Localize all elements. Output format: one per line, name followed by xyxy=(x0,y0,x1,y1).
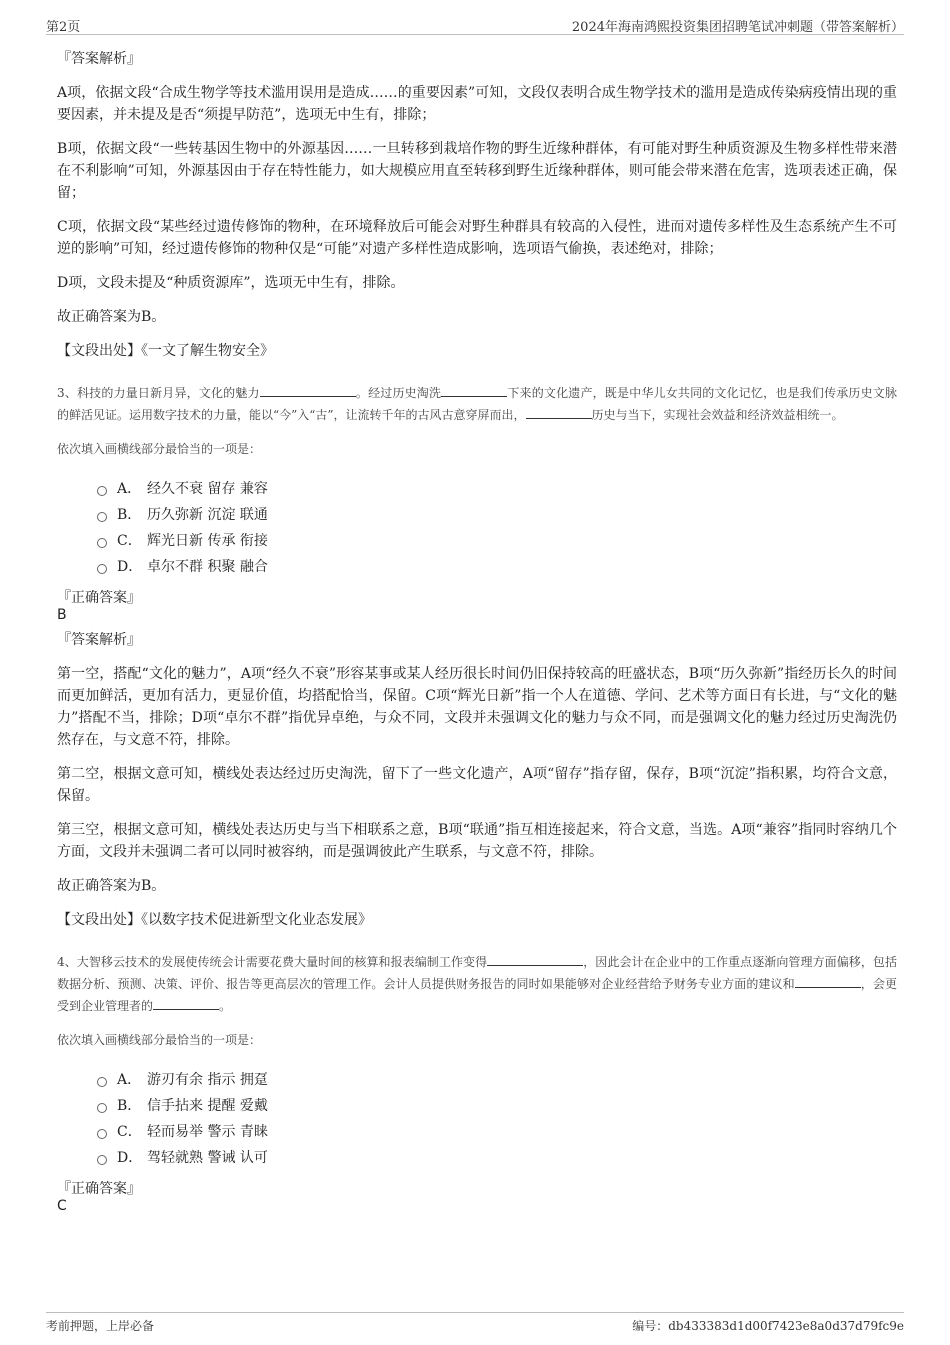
radio-icon[interactable] xyxy=(97,538,107,548)
q4-answer-title: 『正确答案』 xyxy=(57,1181,141,1197)
q4-prompt: 依次填入画横线部分最恰当的一项是： xyxy=(57,1033,262,1047)
q2-analysis-title: 『答案解析』 xyxy=(57,51,141,67)
document-body xyxy=(57,44,897,1220)
radio-icon[interactable] xyxy=(97,1155,107,1165)
q3-analysis-para: 第一空，搭配“文化的魅力”，A项“经久不衰”形容某事或某人经历很长时间仍旧保持较高的旺盛状态，B项“历久弥新”指经历长久的时间而更加鲜活，更加有活力，更显价值，均搭配恰当，保留。C项“辉光日新”指一个人在道德、学问、艺术等方面日有长进，与“文化的魅力”搭配不当，排除；D项“卓尔不群”指优异卓绝，与众不同，文段并未强调文化的魅力与众不同，而是强调文化的魅力经过历史淘洗仍然存在，与文意不符，排除。 xyxy=(57,666,897,748)
q2-source: 【文段出处】《一文了解生物安全》 xyxy=(57,343,274,359)
q4-answer: C xyxy=(57,1198,67,1214)
q2-analysis-para: C项，依据文段“某些经过遗传修饰的物种，在环境释放后可能会对野生种群具有较高的入侵性，进而对遗传多样性及生态系统产生不可逆的影响”可知，经过遗传修饰的物种仅是“可能”对遗产多样性造成影响，选项语气偷换，表述绝对，排除； xyxy=(57,219,897,257)
page-number: 第2页 xyxy=(46,20,81,35)
fill-blank xyxy=(153,995,219,1010)
page-header xyxy=(46,14,904,35)
q3-conclusion: 故正确答案为B。 xyxy=(57,878,166,894)
q3-stem: 3、科技的力量日新月异，文化的魅力 。经过历史淘洗 下来的文化遗产，既是中华儿女共同的文化记忆，也是我们传承历史文脉的鲜活见证。运用数字技术的力量，能以“今”入“古”，让流转千年的古风古意穿屏而出， 历史与当下，实现社会效益和经济效益相统一。 xyxy=(57,382,897,426)
radio-icon[interactable] xyxy=(97,486,107,496)
q4-option-d[interactable]: D． 驾轻就熟 警诫 认可 xyxy=(97,1144,897,1170)
q4-stem: 4、大智移云技术的发展使传统会计需要花费大量时间的核算和报表编制工作变得 ，因此会计在企业中的工作重点逐渐向管理方面偏移，包括数据分析、预测、决策、评价、报告等更高层次的管理工作。会计人员提供财务报告的同时如果能够对企业经营给予财务专业方面的建议和 ，会更受到企业管理者的 。 xyxy=(57,951,897,1017)
fill-blank xyxy=(260,382,356,397)
radio-icon[interactable] xyxy=(97,512,107,522)
q2-analysis-para: D项，文段未提及“种质资源库”，选项无中生有，排除。 xyxy=(57,275,405,291)
q3-analysis-para: 第三空，根据文意可知，横线处表达历史与当下相联系之意，B项“联通”指互相连接起来，符合文意，当选。A项“兼容”指同时容纳几个方面，文段并未强调二者可以同时被容纳，而是强调彼此产生联系，与文意不符，排除。 xyxy=(57,822,897,860)
fill-blank xyxy=(441,382,507,397)
q2-analysis-para: A项，依据文段“合成生物学等技术滥用误用是造成……的重要因素”可知，文段仅表明合成生物学技术的滥用是造成传染病疫情出现的重要因素，并未提及是否“须提早防范”，选项无中生有，排除； xyxy=(57,85,897,123)
q3-analysis-title: 『答案解析』 xyxy=(57,632,141,648)
q3-answer: B xyxy=(57,607,67,623)
q4-option-c[interactable]: C． 轻而易举 警示 青睐 xyxy=(97,1118,897,1144)
q3-answer-title: 『正确答案』 xyxy=(57,590,141,606)
q4-option-a[interactable]: A． 游刃有余 指示 拥趸 xyxy=(97,1066,897,1092)
q3-option-a[interactable]: A． 经久不衰 留存 兼容 xyxy=(97,475,897,501)
q2-conclusion: 故正确答案为B。 xyxy=(57,309,166,325)
radio-icon[interactable] xyxy=(97,1077,107,1087)
q3-analysis-para: 第二空，根据文意可知，横线处表达经过历史淘洗，留下了一些文化遗产，A项“留存”指存留，保存，B项“沉淀”指积累，均符合文意，保留。 xyxy=(57,766,897,804)
page-footer xyxy=(46,1312,904,1333)
q3-option-d[interactable]: D． 卓尔不群 积聚 融合 xyxy=(97,553,897,579)
radio-icon[interactable] xyxy=(97,1129,107,1139)
fill-blank xyxy=(487,951,583,966)
radio-icon[interactable] xyxy=(97,564,107,574)
q4-option-b[interactable]: B． 信手拈来 提醒 爱戴 xyxy=(97,1092,897,1118)
q3-option-c[interactable]: C． 辉光日新 传承 衔接 xyxy=(97,527,897,553)
radio-icon[interactable] xyxy=(97,1103,107,1113)
q3-prompt: 依次填入画横线部分最恰当的一项是： xyxy=(57,442,262,456)
document-title: 2024年海南鸿熙投资集团招聘笔试冲刺题（带答案解析） xyxy=(571,20,904,35)
q2-analysis-para: B项，依据文段“一些转基因生物中的外源基因……一旦转移到栽培作物的野生近缘种群体，有可能对野生种质资源及生物多样性带来潜在不利影响”可知，外源基因由于存在特性能力，如大规模应用直至转移到野生近缘种群体，则可能会带来潜在危害，选项表述正确，保留； xyxy=(57,141,897,201)
fill-blank xyxy=(526,404,592,419)
footer-slogan: 考前押题，上岸必备 xyxy=(46,1319,155,1333)
fill-blank xyxy=(795,973,861,988)
q3-source: 【文段出处】《以数字技术促进新型文化业态发展》 xyxy=(57,912,372,928)
q3-options xyxy=(97,475,897,579)
q3-option-b[interactable]: B． 历久弥新 沉淀 联通 xyxy=(97,501,897,527)
document-id: 编号：db433383d1d00f7423e8a0d37d79fc9e xyxy=(632,1319,904,1333)
q4-options xyxy=(97,1066,897,1170)
